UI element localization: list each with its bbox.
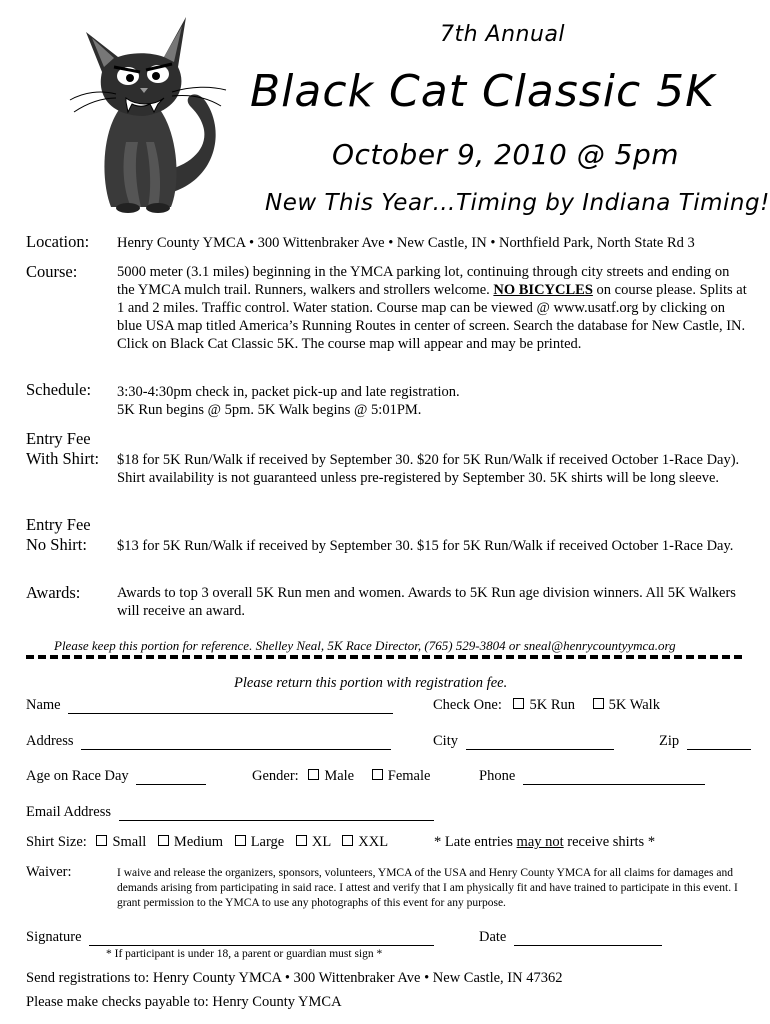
black-cat-icon: [66, 12, 256, 217]
gender-label: Gender:: [252, 768, 299, 784]
shirt-size-row: [26, 834, 388, 851]
size-large-checkbox[interactable]: [235, 835, 246, 846]
name-row: [26, 697, 393, 714]
shirt-size-label: Shirt Size:: [26, 834, 87, 850]
size-xxl-checkbox[interactable]: [342, 835, 353, 846]
awards-text: Awards to top 3 overall 5K Run men and women. Awards to 5K Run age division winners. All 5K Walkers will receive an award.: [117, 585, 736, 619]
gender-row: [252, 768, 430, 785]
size-xxl-label: XXL: [358, 834, 389, 850]
zip-row: [659, 733, 751, 750]
size-large-label: Large: [250, 834, 285, 850]
signature-field[interactable]: [89, 931, 434, 946]
male-checkbox[interactable]: [308, 769, 319, 780]
size-medium-label: Medium: [173, 834, 224, 850]
late-entry-note: * Late entries may not receive shirts *: [434, 834, 656, 850]
awards-label: Awards:: [26, 583, 81, 602]
age-row: [26, 768, 206, 785]
location-label: Location:: [26, 232, 90, 251]
date-field[interactable]: [514, 931, 662, 946]
course-label: Course:: [26, 262, 78, 281]
check-one-label: Check One:: [433, 697, 502, 713]
fee-with-shirt-label: Entry Fee With Shirt:: [26, 429, 100, 468]
send-registrations: Send registrations to: Henry County YMCA • 300 Wittenbraker Ave • New Castle, IN 47362: [26, 970, 563, 986]
reference-note: Please keep this portion for reference. Shelley Neal, 5K Race Director, (765) 529-3804 or sneal@henrycountyymca.org: [54, 638, 676, 653]
name-label: Name: [26, 697, 61, 713]
walk-checkbox[interactable]: [593, 698, 604, 709]
signature-row: [26, 929, 434, 946]
female-option-label: Female: [387, 768, 431, 784]
cut-line: [26, 655, 742, 659]
signature-label: Signature: [26, 929, 82, 945]
female-checkbox[interactable]: [372, 769, 383, 780]
date-row: [479, 929, 662, 946]
email-field[interactable]: [119, 806, 434, 821]
age-field[interactable]: [136, 770, 206, 785]
size-xl-label: XL: [311, 834, 331, 850]
city-row: [433, 733, 614, 750]
name-field[interactable]: [68, 699, 393, 714]
no-bicycles-notice: NO BICYCLES: [493, 282, 593, 298]
event-date: October 9, 2010 @ 5pm: [332, 138, 679, 171]
payable-note: Please make checks payable to: Henry County YMCA: [26, 994, 342, 1010]
run-checkbox[interactable]: [513, 698, 524, 709]
email-row: [26, 804, 434, 821]
phone-row: [479, 768, 705, 785]
event-choice: [433, 697, 660, 714]
size-small-label: Small: [112, 834, 147, 850]
event-title: Black Cat Classic 5K: [250, 66, 715, 117]
waiver-text: I waive and release the organizers, sponsors, volunteers, YMCA of the USA and Henry County YMCA for all claims for damages and demands arising from participating in said race. I attest and verify that I am physically fit and have trained to participate in this event. I grant permission to the YMCA to use any photographs of this event for any purpose.: [117, 867, 738, 909]
email-label: Email Address: [26, 804, 111, 820]
guardian-note: * If participant is under 18, a parent or guardian must sign *: [106, 948, 383, 960]
walk-option-label: 5K Walk: [608, 697, 660, 713]
address-row: [26, 733, 391, 750]
location-text: Henry County YMCA • 300 Wittenbraker Ave • New Castle, IN • Northfield Park, North State Rd 3: [117, 235, 695, 251]
timing-announcement: New This Year…Timing by Indiana Timing!: [265, 190, 770, 216]
schedule-text: 3:30-4:30pm check in, packet pick-up and late registration. 5K Run begins @ 5pm. 5K Walk begins @ 5:01PM.: [117, 384, 460, 418]
address-label: Address: [26, 733, 74, 749]
run-option-label: 5K Run: [529, 697, 576, 713]
fee-with-shirt-text: $18 for 5K Run/Walk if received by September 30. $20 for 5K Run/Walk if received October 1-Race Day). Shirt availability is not guaranteed unless pre-registered by September 30. 5K shirts will be long sleeve.: [117, 452, 740, 486]
zip-field[interactable]: [687, 735, 751, 750]
zip-label: Zip: [659, 733, 680, 749]
date-label: Date: [479, 929, 507, 945]
waiver-label: Waiver:: [26, 864, 72, 880]
schedule-label: Schedule:: [26, 380, 92, 399]
size-small-checkbox[interactable]: [96, 835, 107, 846]
city-label: City: [433, 733, 458, 749]
address-field[interactable]: [81, 735, 391, 750]
size-xl-checkbox[interactable]: [296, 835, 307, 846]
city-field[interactable]: [466, 735, 614, 750]
edition-label: 7th Annual: [440, 22, 566, 47]
male-option-label: Male: [324, 768, 355, 784]
phone-field[interactable]: [523, 770, 705, 785]
fee-no-shirt-label: Entry Fee No Shirt:: [26, 515, 91, 554]
phone-label: Phone: [479, 768, 516, 784]
size-medium-checkbox[interactable]: [158, 835, 169, 846]
age-label: Age on Race Day: [26, 768, 129, 784]
return-note: Please return this portion with registration fee.: [234, 675, 508, 691]
course-text: 5000 meter (3.1 miles) beginning in the YMCA parking lot, continuing through city streets and ending on the YMCA mulch trail. Runners, walkers and strollers welcome. NO BICYCLES on course please. Splits at 1 and 2 miles. Traffic control. Water station. Course map can be viewed @ www.usatf.org by clicking on blue USA map titled America’s Running Routes in center of screen. Search the database for New Castle, IN. Click on Black Cat Classic 5K. The course map will appear and may be printed.: [117, 264, 747, 352]
fee-no-shirt-text: $13 for 5K Run/Walk if received by September 30. $15 for 5K Run/Walk if received October 1-Race Day.: [117, 538, 734, 554]
